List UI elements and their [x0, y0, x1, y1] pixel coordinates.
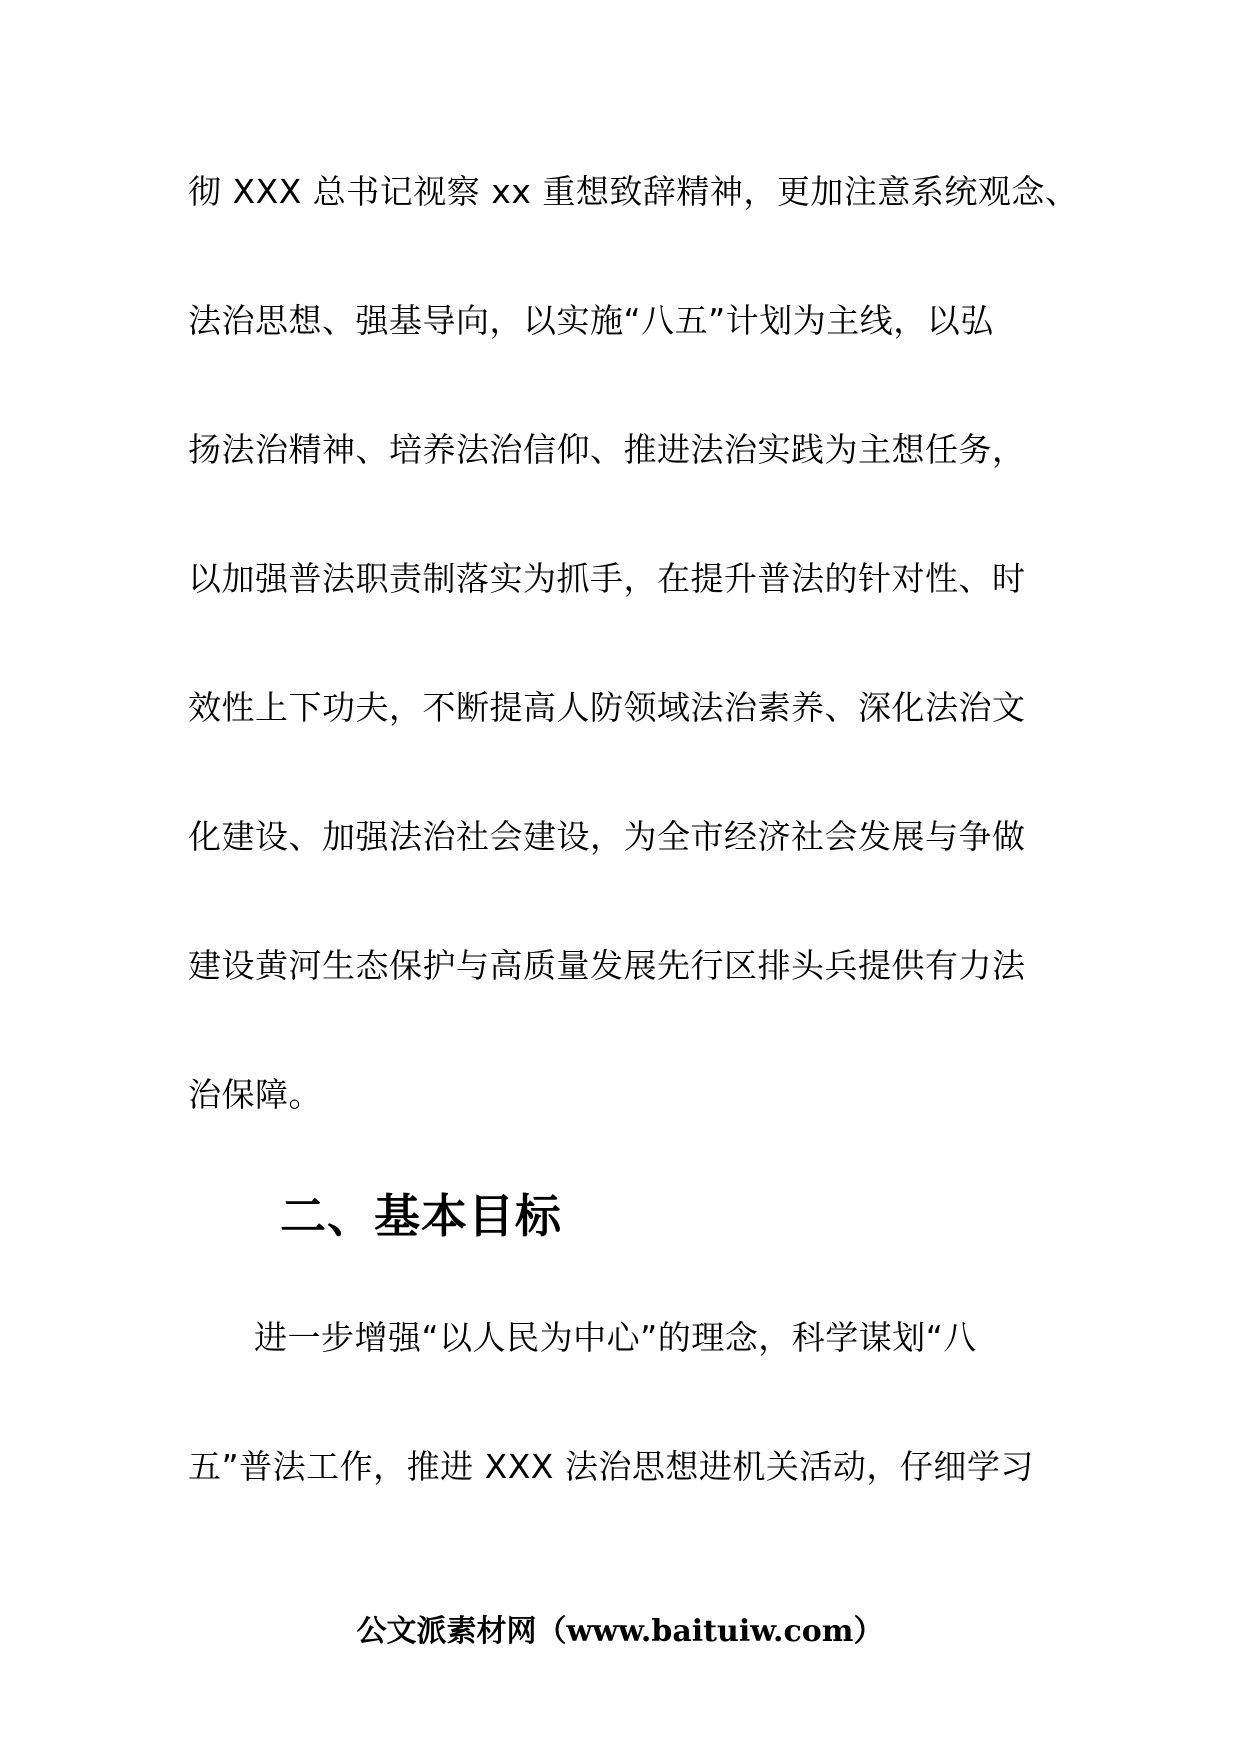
body-line-4: 以加强普法职责制落实为抓手，在提升普法的针对性、时 [188, 559, 1026, 598]
body-line-6: 化建设、加强法治社会建设，为全市经济社会发展与争做 [188, 817, 1026, 856]
body-line-3: 扬法治精神、培养法治信仰、推进法治实践为主想任务， [188, 430, 1026, 469]
section-line-2: 五”普法工作，推进 XXX 法治思想进机关活动，仔细学习 [188, 1447, 1034, 1486]
body-line-5: 效性上下功夫，不断提高人防领域法治素养、深化法治文 [188, 688, 1026, 727]
section-heading: 二、基本目标 [280, 1189, 562, 1243]
body-line-8: 治保障。 [188, 1075, 322, 1114]
body-line-7: 建设黄河生态保护与高质量发展先行区排头兵提供有力法 [188, 946, 1026, 985]
footer-watermark: 公文派素材网（www.baituiw.com） [356, 1614, 884, 1649]
body-line-2: 法治思想、强基导向，以实施“八五”计划为主线，以弘 [188, 301, 994, 340]
body-line-1: 彻 XXX 总书记视察 xx 重想致辞精神，更加注意系统观念、 [188, 172, 1079, 211]
section-line-1: 进一步增强“以人民为中心”的理念，科学谋划“八 [254, 1318, 977, 1357]
